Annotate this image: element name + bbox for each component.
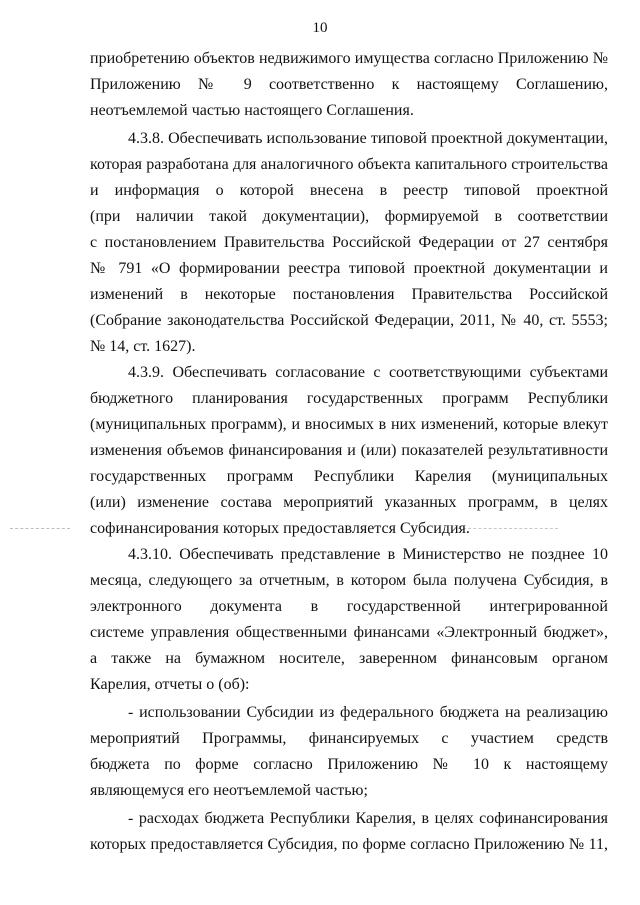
text-line: софинансирования которых предоставляется Субсидия. xyxy=(90,520,470,537)
text-line: (или) изменение состава мероприятий указанных программ, в целях xyxy=(90,494,608,511)
text-line: (при наличии такой документации), формируемой в соответствии xyxy=(90,208,608,225)
text-line: № 791 «О формировании реестра типовой проектной документации и xyxy=(90,260,608,277)
text-line: изменений в некоторые постановления Правительства Российской xyxy=(90,286,608,303)
text-line: которая разработана для аналогичного объекта капитального строительства xyxy=(90,156,608,173)
text-line: 4.3.9. Обеспечивать согласование с соответствующими субъектами xyxy=(128,364,608,381)
text-line: государственных программ Республики Карелия (муниципальных xyxy=(90,468,608,485)
list-item-line: - расходах бюджета Республики Карелия, в целях софинансирования xyxy=(128,810,608,827)
list-item-line: - использовании Субсидии из федерального бюджета на реализацию xyxy=(128,704,608,721)
text-line: системе управления общественными финансами «Электронный бюджет», xyxy=(90,624,608,641)
text-line: Карелия, отчеты о (об): xyxy=(90,676,250,693)
scan-margin-mark xyxy=(10,528,70,529)
text-line: а также на бумажном носителе, заверенном финансовым органом xyxy=(90,650,608,667)
text-line: и информация о которой внесена в реестр типовой проектной xyxy=(90,182,608,199)
text-line: (Собрание законодательства Российской Федерации, 2011, № 40, ст. 5553; xyxy=(90,312,608,329)
page-number: 10 xyxy=(312,20,328,36)
text-line: неотъемлемой частью настоящего Соглашения. xyxy=(90,102,414,119)
text-line: Приложению № 9 соответственно к настоящему Соглашению, xyxy=(90,76,608,93)
scan-line-mark xyxy=(458,528,558,529)
text-line: являющемуся его неотъемлемой частью; xyxy=(90,782,368,799)
text-line: бюджетного планирования государственных программ Республики xyxy=(90,390,608,407)
text-line: электронного документа в государственной интегрированной xyxy=(90,598,608,615)
text-line: которых предоставляется Субсидия, по форме согласно Приложению № 11, xyxy=(90,836,608,853)
text-line: изменения объемов финансирования и (или) показателей результативности xyxy=(90,442,608,459)
text-line: приобретению объектов недвижимого имущества согласно Приложению № xyxy=(90,50,608,67)
text-line: 4.3.10. Обеспечивать представление в Министерство не позднее 10 xyxy=(128,546,608,563)
text-line: бюджета по форме согласно Приложению № 10 к настоящему xyxy=(90,756,608,773)
text-line: мероприятий Программы, финансируемых с участием средств xyxy=(90,730,608,747)
text-line: месяца, следующего за отчетным, в котором была получена Субсидия, в xyxy=(90,572,608,589)
text-line: 4.3.8. Обеспечивать использование типовой проектной документации, xyxy=(128,130,608,147)
text-line: с постановлением Правительства Российской Федерации от 27 сентября xyxy=(90,234,608,251)
text-line: (муниципальных программ), и вносимых в них изменений, которые влекут xyxy=(90,416,608,433)
text-line: № 14, ст. 1627). xyxy=(90,338,196,355)
